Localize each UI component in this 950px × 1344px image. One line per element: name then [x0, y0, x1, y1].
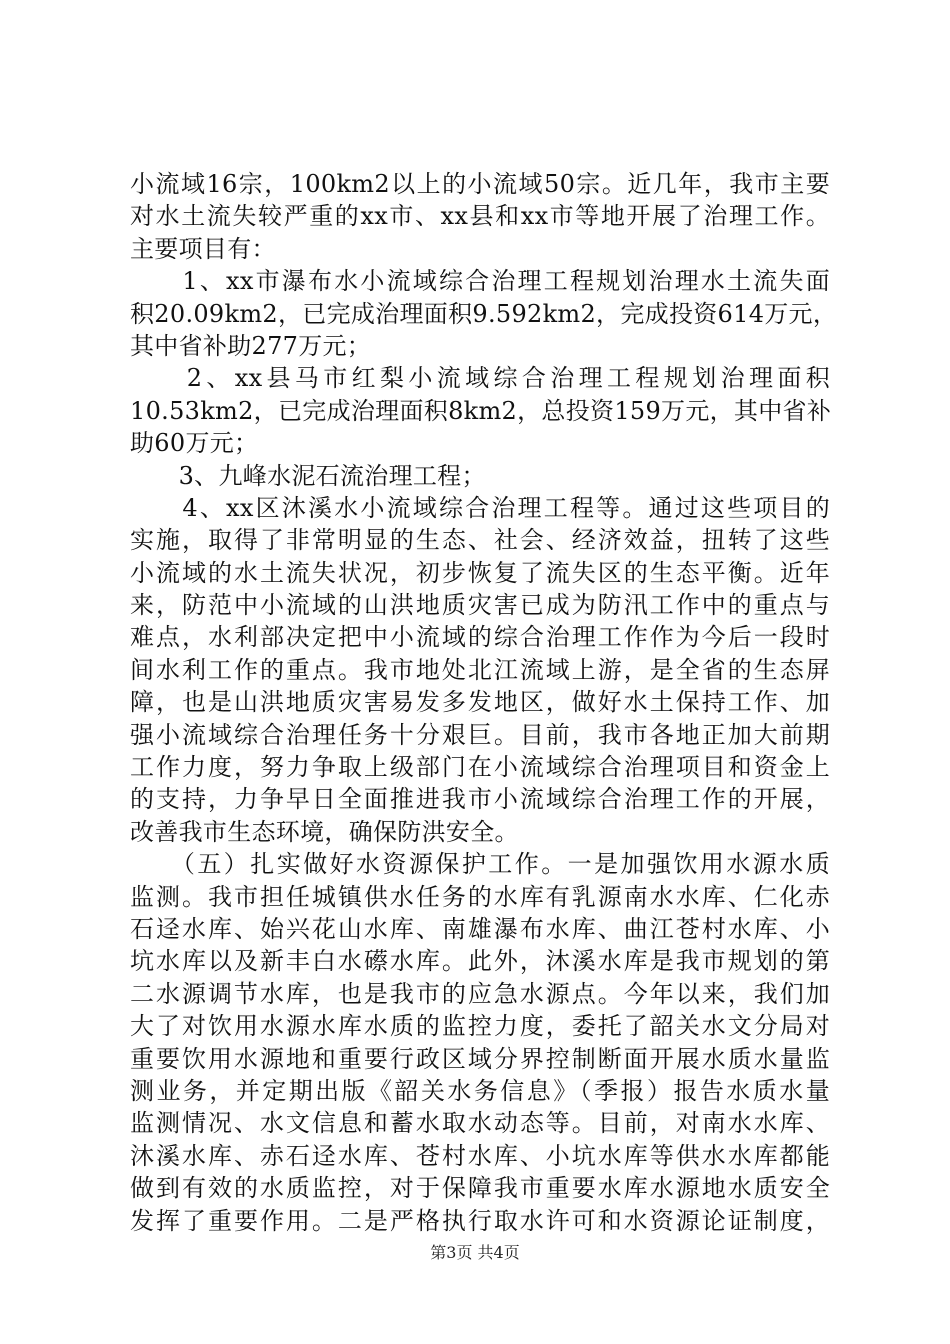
text-line: 大了对饮用水源水库水质的监控力度，委托了韶关水文分局对: [130, 1012, 830, 1041]
page-number-label: 第3页 共4页: [430, 1243, 520, 1262]
text-line: 3、九峰水泥石流治理工程；: [130, 461, 486, 490]
text-line: 监测。我市担任城镇供水任务的水库有乳源南水水库、仁化赤: [130, 882, 830, 911]
text-line: 对水土流失较严重的xx市、xx县和xx市等地开展了治理工作。: [130, 202, 830, 231]
text-line: 实施，取得了非常明显的生态、社会、经济效益，扭转了这些: [130, 526, 830, 555]
text-line: 强小流域综合治理任务十分艰巨。目前，我市各地正加大前期: [130, 720, 830, 749]
text-line: 1、xx市瀑布水小流域综合治理工程规划治理水土流失面: [130, 267, 830, 296]
page-footer: [0, 1240, 950, 1263]
text-line: （五）扎实做好水资源保护工作。一是加强饮用水源水质: [130, 850, 830, 879]
text-line: 工作力度，努力争取上级部门在小流域综合治理项目和资金上: [130, 753, 830, 782]
text-line: 监测情况、水文信息和蓄水取水动态等。目前，对南水水库、: [130, 1109, 830, 1138]
text-line: 难点，水利部决定把中小流域的综合治理工作作为今后一段时: [130, 623, 830, 652]
text-line: 二水源调节水库，也是我市的应急水源点。今年以来，我们加: [130, 979, 830, 1008]
text-line: 的支持，力争早日全面推进我市小流域综合治理工作的开展，: [130, 785, 830, 814]
text-line: 2、xx县马市红梨小流域综合治理工程规划治理面积: [130, 364, 830, 393]
text-line: 其中省补助277万元；: [130, 331, 372, 360]
text-line: 发挥了重要作用。二是严格执行取水许可和水资源论证制度，: [130, 1206, 830, 1235]
document-body: [130, 168, 838, 1237]
text-line: 小流域16宗，100km2以上的小流域50宗。近几年，我市主要: [130, 170, 830, 198]
text-line: 4、xx区沐溪水小流域综合治理工程等。通过这些项目的: [130, 493, 830, 522]
text-line: 10.53km2，已完成治理面积8km2，总投资159万元，其中省补: [130, 396, 832, 425]
text-line: 重要饮用水源地和重要行政区域分界控制断面开展水质水量监: [130, 1044, 830, 1073]
text-line: 测业务，并定期出版《韶关水务信息》（季报）报告水质水量: [130, 1076, 830, 1105]
text-line: 助60万元；: [130, 429, 259, 458]
text-line: 主要项目有：: [130, 234, 276, 263]
text-line: 做到有效的水质监控，对于保障我市重要水库水源地水质安全: [130, 1174, 830, 1203]
text-line: 坑水库以及新丰白水礤水库。此外，沐溪水库是我市规划的第: [130, 947, 830, 976]
text-line: 来，防范中小流域的山洪地质灾害已成为防汛工作中的重点与: [130, 591, 830, 620]
text-line: 积20.09km2，已完成治理面积9.592km2，完成投资614万元，: [130, 299, 838, 328]
text-line: 障，也是山洪地质灾害易发多发地区，做好水土保持工作、加: [130, 688, 830, 717]
text-line: 石迳水库、始兴花山水库、南雄瀑布水库、曲江苍村水库、小: [130, 914, 830, 943]
text-line: 小流域的水土流失状况，初步恢复了流失区的生态平衡。近年: [130, 558, 830, 587]
text-line: 改善我市生态环境，确保防洪安全。: [130, 817, 519, 846]
text-line: 间水利工作的重点。我市地处北江流域上游，是全省的生态屏: [130, 655, 830, 684]
text-line: 沐溪水库、赤石迳水库、苍村水库、小坑水库等供水水库都能: [130, 1141, 830, 1170]
